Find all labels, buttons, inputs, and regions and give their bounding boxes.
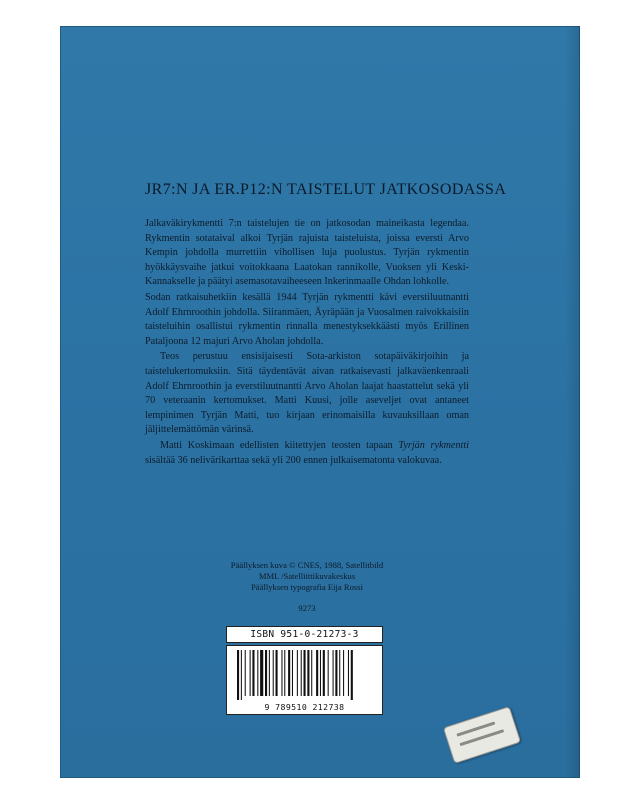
blurb-paragraph-2: Sodan ratkaisuhetkiin kesällä 1944 Tyrjän rykmentti kävi everstiluutnantti Adolf Ehrnroothin johdolla. Siiranmäen, Äyräpään ja Vuosalmen raivokkaisiin taisteluihin osallistui rykmentin rinnalla menestyksekkäästi myös Erillinen Pataljoona 12 majuri Arvo Aholan johdolla. — [145, 291, 469, 347]
blurb-paragraph-1: Jalkaväkirykmentti 7:n taistelujen tie on jatkosodan maineikasta legendaa. Rykmentin sotataival alkoi Tyrjän rajuista taisteluista, joissa eversti Arvo Kempin johdolla murrettiin vihollisen luja puolustus. Tyrjän rykmentin hyökkäysvaihe jatkui voitokkaana Laatokan rannikolle, Vuoksen yli Keski-Kannakselle ja päätyi asemasotavaiheeseen Inkerinmaalle Ohdan lohkolle. — [145, 218, 469, 288]
blurb-text — [145, 217, 469, 469]
cover-edge-shadow — [565, 26, 580, 778]
barcode — [226, 645, 383, 715]
credit-line-typography: Päällyksen typografia Eija Rossi — [251, 582, 363, 592]
blurb-paragraph-4 — [145, 439, 469, 468]
cover-title: JR7:N JA ER.P12:N TAISTELUT JATKOSODASSA — [145, 181, 507, 198]
blurb-paragraph-4-start: Matti Koskimaan edellisten kiitettyjen teosten tapaan — [160, 439, 399, 451]
cover-credits — [145, 560, 469, 593]
book-title-italic: Tyrjän rykmentti — [398, 439, 469, 451]
barcode-bars — [235, 650, 374, 700]
credit-line-photo: Päällyksen kuva © CNES, 1988, Satellitbild — [230, 560, 384, 570]
credit-line-source: MML /Satelliittikuvakeskus — [258, 571, 356, 581]
product-code: 9273 — [298, 603, 316, 613]
blurb-paragraph-4-end: sisältää 36 nelivärikarttaa sekä yli 200 ennen julkaisematonta valokuvaa. — [145, 454, 442, 466]
blurb-paragraph-3: Teos perustuu ensisijaisesti Sota-arkiston sotapäiväkirjoihin ja taistelukertomuksiin. Sitä täydentävät aivan ratkaisevasti jalkaväenkenraali Adolf Ehrnroothin ja everstiluutnantti Arvo Aholan laajat haastattelut sekä yli 70 veteraanin kertomukset. Matti Kuusi, jolle aseveljet ovat antaneet lempinimen Tyrjän Matti, tuo kirjaan erinomaisilla kuvauksillaan oman jäljittelemättömän värinsä. — [145, 351, 469, 436]
ean-digits: 9 789510 212738 — [264, 702, 345, 712]
isbn-label: ISBN 951-0-21273-3 — [226, 626, 383, 643]
